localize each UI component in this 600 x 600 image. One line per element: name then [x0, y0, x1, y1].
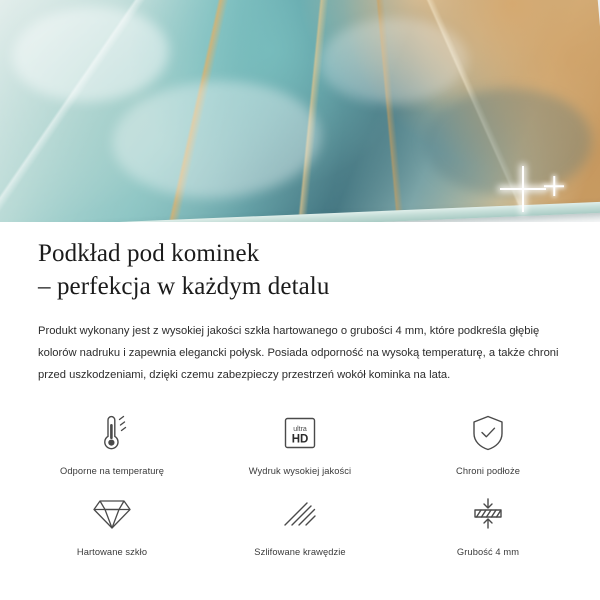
feature-label: Hartowane szkło — [76, 546, 148, 557]
feature-tempered-glass — [18, 492, 206, 557]
product-description-text: Produkt wykonany jest z wysokiej jakości szkła hartowanego o grubości 4 mm, które podkreśla głębię kolorów nadruku i zapewnia elegancki połysk. Posiada odporność na wysoką temperaturę, a także chroni przed uszkodzeniami, dzięki czemu zabezpieczy przestrzeń wokół kominka na lata. — [38, 325, 559, 381]
ultra-hd-icon — [281, 411, 319, 455]
feature-print-quality — [206, 411, 394, 476]
sparkle-icon — [544, 176, 564, 196]
glass-panel-artwork — [0, 0, 600, 222]
feature-label: Odporne na temperaturę — [59, 465, 164, 476]
diamond-icon — [92, 492, 132, 536]
feature-row-bottom — [18, 492, 582, 557]
content-block — [0, 222, 600, 387]
feature-thickness — [394, 492, 582, 557]
svg-text:HD: HD — [291, 433, 309, 446]
thermometer-icon — [95, 411, 129, 455]
feature-label: Grubość 4 mm — [456, 546, 520, 557]
feature-polished-edges — [206, 492, 394, 557]
feature-label: Wydruk wysokiej jakości — [248, 465, 352, 476]
feature-label: Szlifowane krawędzie — [254, 546, 346, 557]
feature-heat-resistant — [18, 411, 206, 476]
feature-row-top — [18, 411, 582, 476]
feature-grid — [0, 411, 600, 557]
shield-check-icon — [470, 411, 506, 455]
thickness-arrows-icon — [468, 492, 508, 536]
page-title-line-1: Podkład pod kominek — [38, 240, 260, 267]
svg-text:ultra: ultra — [293, 425, 307, 433]
feature-surface-protection — [394, 411, 582, 476]
page-title-line-2: – perfekcja w każdym detalu — [38, 272, 330, 300]
feature-label: Chroni podłoże — [456, 465, 520, 476]
polished-edges-icon — [281, 492, 319, 536]
page-title — [38, 238, 566, 303]
hero-product-image — [0, 0, 600, 222]
